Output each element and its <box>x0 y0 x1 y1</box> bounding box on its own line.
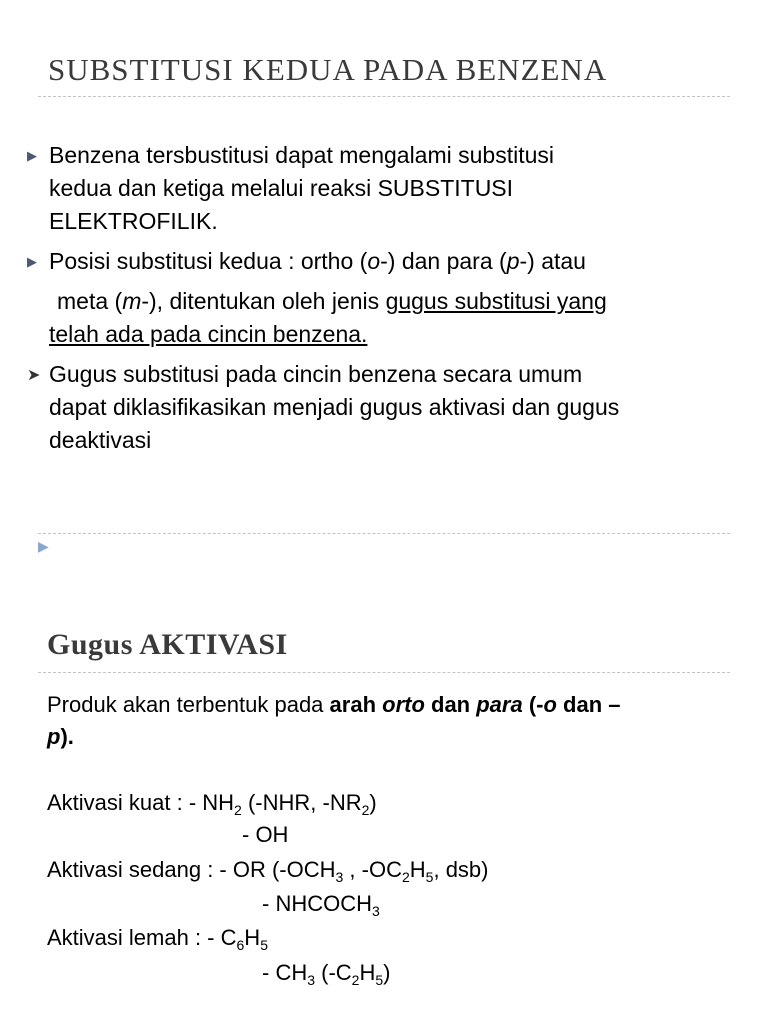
bullet-1-line-3: ELEKTROFILIK. <box>49 208 218 234</box>
title-divider <box>38 672 730 673</box>
chevron-bullet-icon: ➤ <box>27 367 41 384</box>
slide2-title: Gugus AKTIVASI <box>47 628 288 661</box>
bullet-3 <box>27 358 620 457</box>
bullet-3-line-1: Gugus substitusi pada cincin benzena secara umum <box>49 361 583 387</box>
bullet-2-line-3 <box>49 318 607 351</box>
slide1-title: SUBSTITUSI KEDUA PADA BENZENA <box>48 52 608 87</box>
bullet-2-line-1: Posisi substitusi kedua : ortho (o-) dan para (p-) atau <box>49 248 586 274</box>
bullet-2 <box>27 245 607 351</box>
intro-line-2: p). <box>47 724 74 749</box>
underlined-text: gugus substitusi yang <box>385 288 607 314</box>
aktivasi-kuat: Aktivasi kuat : - $NH_2$ (-NHR, $-NR_2$) <box>47 790 377 818</box>
bullet-3-line-2: dapat diklasifikasikan menjadi gugus aktivasi dan gugus <box>49 394 620 420</box>
bullet-1-line-1: Benzena tersbustitusi dapat mengalami substitusi <box>49 142 555 168</box>
aktivasi-lemah: Aktivasi lemah : - $C_6H_5$ <box>47 925 268 953</box>
bullet-3-line-3: deaktivasi <box>49 427 152 453</box>
bullet-2-line-2: meta (m-), ditentukan oleh jenis gugus substitusi yang <box>57 288 607 314</box>
intro-line-1: Produk akan terbentuk pada arah orto dan para (-o dan – <box>47 692 621 717</box>
underlined-text: telah ada pada cincin benzena. <box>49 321 368 347</box>
triangle-bullet-icon: ▶ <box>27 148 37 163</box>
bullet-1 <box>27 139 555 238</box>
slide-divider <box>38 533 730 534</box>
triangle-bullet-icon: ▶ <box>38 538 49 554</box>
aktivasi-sedang: Aktivasi sedang : - OR ($-OCH_3$ , $-OC_2H_5$, dsb) <box>47 857 489 885</box>
title-divider <box>38 96 730 97</box>
bullet-1-line-2: kedua dan ketiga melalui reaksi SUBSTITUSI <box>49 175 514 201</box>
triangle-bullet-icon: ▶ <box>27 254 37 269</box>
